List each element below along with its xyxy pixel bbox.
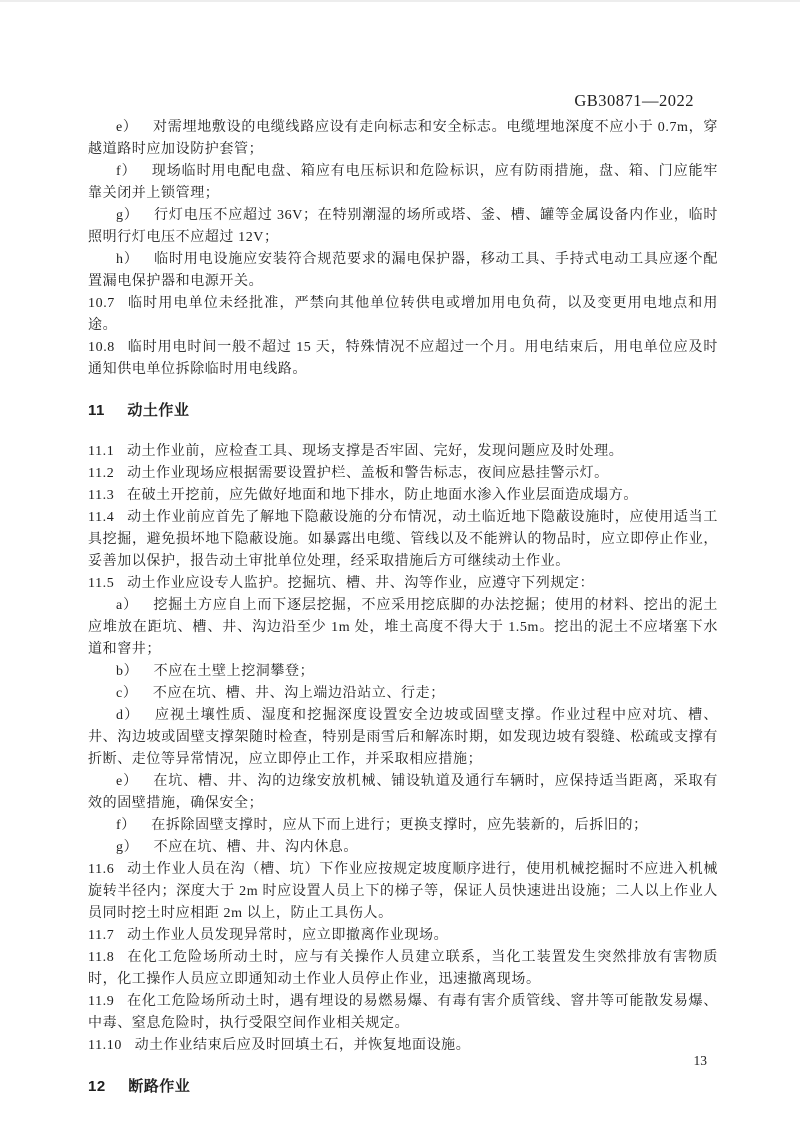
list-item-b-no-climbing bbox=[88, 661, 718, 683]
section-title: 动土作业 bbox=[127, 402, 190, 419]
clause-11-3 bbox=[88, 485, 718, 507]
clause-text: 在破土开挖前，应先做好地面和地下排水，防止地面水渗入作业层面造成塌方。 bbox=[126, 488, 638, 503]
list-item-d-slope-support bbox=[88, 705, 718, 771]
clause-text: 动土作业前应首先了解地下隐蔽设施的分布情况，动土临近地下隐蔽设施时，应使用适当工具挖掘，避免损坏地下隐蔽设施。如暴露出电缆、管线以及不能辨认的物品时，应立即停止作业，妥善加以保护，报告动土审批单位处理，经采取措施后方可继续动土作业。 bbox=[88, 510, 718, 569]
clause-11-4 bbox=[88, 507, 718, 573]
list-item-label: f） bbox=[116, 164, 137, 179]
list-item-label: b） bbox=[116, 664, 139, 679]
clause-number: 10.7 bbox=[88, 296, 115, 311]
clause-10-7 bbox=[88, 293, 718, 337]
clause-number: 11.6 bbox=[88, 862, 115, 877]
list-item-e-machinery-distance bbox=[88, 771, 718, 815]
clause-11-6 bbox=[88, 859, 718, 925]
list-item-text: 不应在土壁上挖洞攀登； bbox=[153, 664, 315, 679]
page-number: 13 bbox=[693, 1053, 707, 1068]
list-item-text: 不应在坑、槽、井、沟内休息。 bbox=[153, 840, 358, 855]
list-item-g-no-resting bbox=[88, 837, 718, 859]
clause-11-7 bbox=[88, 925, 718, 947]
list-item-label: e） bbox=[116, 120, 138, 135]
clause-number: 11.2 bbox=[88, 466, 115, 481]
list-item-label: h） bbox=[116, 252, 139, 267]
clause-text: 临时用电单位未经批准，严禁向其他单位转供电或增加用电负荷，以及变更用电地点和用途。 bbox=[88, 296, 718, 333]
clause-10-8 bbox=[88, 337, 718, 381]
clause-number: 11.10 bbox=[88, 1038, 122, 1053]
list-item-label: g） bbox=[116, 208, 139, 223]
clause-text: 动土作业结束后应及时回填土石，并恢复地面设施。 bbox=[134, 1038, 471, 1053]
list-item-f-support-removal bbox=[88, 815, 718, 837]
clause-11-1 bbox=[88, 441, 718, 463]
clause-11-5 bbox=[88, 573, 718, 595]
clause-number: 11.4 bbox=[88, 510, 115, 525]
list-item-text: 挖掘土方应自上而下逐层挖掘，不应采用挖底脚的办法挖掘；使用的材料、挖出的泥土应堆放在距坑、槽、井、沟边沿至少 1m 处，堆土高度不得大于 1.5m。挖出的泥土不应堵塞下水道和窨井； bbox=[88, 598, 718, 657]
clause-text: 动土作业人员发现异常时，应立即撤离作业现场。 bbox=[126, 928, 449, 943]
document-body bbox=[88, 117, 718, 1098]
clause-text: 动土作业现场应根据需要设置护栏、盖板和警告标志，夜间应悬挂警示灯。 bbox=[126, 466, 609, 481]
clause-text: 在化工危险场所动土时，遇有埋设的易燃易爆、有毒有害介质管线、窨井等可能散发易爆、中毒、窒息危险时，执行受限空间作业相关规定。 bbox=[88, 994, 718, 1031]
list-item-label: d） bbox=[116, 708, 140, 723]
list-item-label: a） bbox=[116, 598, 138, 613]
clause-number: 11.8 bbox=[88, 950, 115, 965]
clause-number: 11.7 bbox=[88, 928, 115, 943]
clause-11-9 bbox=[88, 991, 718, 1035]
list-item-text: 行灯电压不应超过 36V；在特别潮湿的场所或塔、釜、槽、罐等金属设备内作业，临时照明行灯电压不应超过 12V； bbox=[88, 208, 719, 245]
list-item-text: 在坑、槽、井、沟的边缘安放机械、铺设轨道及通行车辆时，应保持适当距离，采取有效的固壁措施，确保安全； bbox=[88, 774, 718, 811]
list-item-text: 在拆除固壁支撑时，应从下而上进行；更换支撑时，应先装新的，后拆旧的； bbox=[151, 818, 648, 833]
clause-text: 在化工危险场所动土时，应与有关操作人员建立联系，当化工装置发生突然排放有害物质时，化工操作人员应立即通知动土作业人员停止作业，迅速撤离现场。 bbox=[88, 950, 718, 987]
section-number: 12 bbox=[88, 1078, 106, 1095]
list-item-h-leakage-protector bbox=[88, 249, 718, 293]
clause-number: 11.1 bbox=[88, 444, 115, 459]
clause-number: 11.3 bbox=[88, 488, 115, 503]
section-number: 11 bbox=[88, 402, 105, 419]
list-item-g-lamp-voltage bbox=[88, 205, 718, 249]
clause-number: 11.5 bbox=[88, 576, 115, 591]
section-title: 断路作业 bbox=[128, 1078, 191, 1095]
clause-text: 动土作业前，应检查工具、现场支撑是否牢固、完好，发现问题应及时处理。 bbox=[126, 444, 624, 459]
list-item-label: c） bbox=[116, 686, 138, 701]
list-item-text: 临时用电设施应安装符合规范要求的漏电保护器，移动工具、手持式电动工具应逐个配置漏电保护器和电源开关。 bbox=[88, 252, 718, 289]
list-item-text: 现场临时用电配电盘、箱应有电压标识和危险标识，应有防雨措施，盘、箱、门应能牢靠关闭并上锁管理； bbox=[88, 164, 718, 201]
list-item-label: g） bbox=[116, 840, 139, 855]
clause-text: 动土作业应设专人监护。挖掘坑、槽、井、沟等作业，应遵守下列规定： bbox=[126, 576, 595, 591]
standard-number-header: GB30871—2022 bbox=[574, 91, 694, 110]
list-item-label: e） bbox=[116, 774, 138, 789]
clause-11-8 bbox=[88, 947, 718, 991]
clause-text: 动土作业人员在沟（槽、坑）下作业应按规定坡度顺序进行，使用机械挖掘时不应进入机械旋转半径内；深度大于 2m 时应设置人员上下的梯子等，保证人员快速进出设施；二人以上作业人员同时挖土时应相距 2m 以上，防止工具伤人。 bbox=[88, 862, 718, 921]
clause-number: 10.8 bbox=[88, 340, 115, 355]
clause-11-2 bbox=[88, 463, 718, 485]
list-item-label: f） bbox=[116, 818, 136, 833]
list-item-c-no-standing bbox=[88, 683, 718, 705]
section-heading-12 bbox=[88, 1076, 718, 1098]
clause-text: 临时用电时间一般不超过 15 天，特殊情况不应超过一个月。用电结束后，用电单位应及时通知供电单位拆除临时用电线路。 bbox=[88, 340, 718, 377]
section-heading-11 bbox=[88, 400, 718, 422]
list-item-a-excavation bbox=[88, 595, 718, 661]
list-item-text: 对需埋地敷设的电缆线路应设有走向标志和安全标志。电缆埋地深度不应小于 0.7m，穿越道路时应加设防护套管； bbox=[88, 120, 718, 157]
clause-number: 11.9 bbox=[88, 994, 115, 1009]
clause-11-10 bbox=[88, 1035, 718, 1057]
list-item-f-distribution-boxes bbox=[88, 161, 718, 205]
list-item-e-cables bbox=[88, 117, 718, 161]
list-item-text: 应视土壤性质、湿度和挖掘深度设置安全边坡或固壁支撑。作业过程中应对坑、槽、井、沟边坡或固壁支撑架随时检查，特别是雨雪后和解冻时期，如发现边坡有裂缝、松疏或支撑有折断、走位等异常情况，应立即停止工作，并采取相应措施； bbox=[88, 708, 719, 767]
list-item-text: 不应在坑、槽、井、沟上端边沿站立、行走； bbox=[152, 686, 445, 701]
page-content-area bbox=[88, 2, 718, 1117]
